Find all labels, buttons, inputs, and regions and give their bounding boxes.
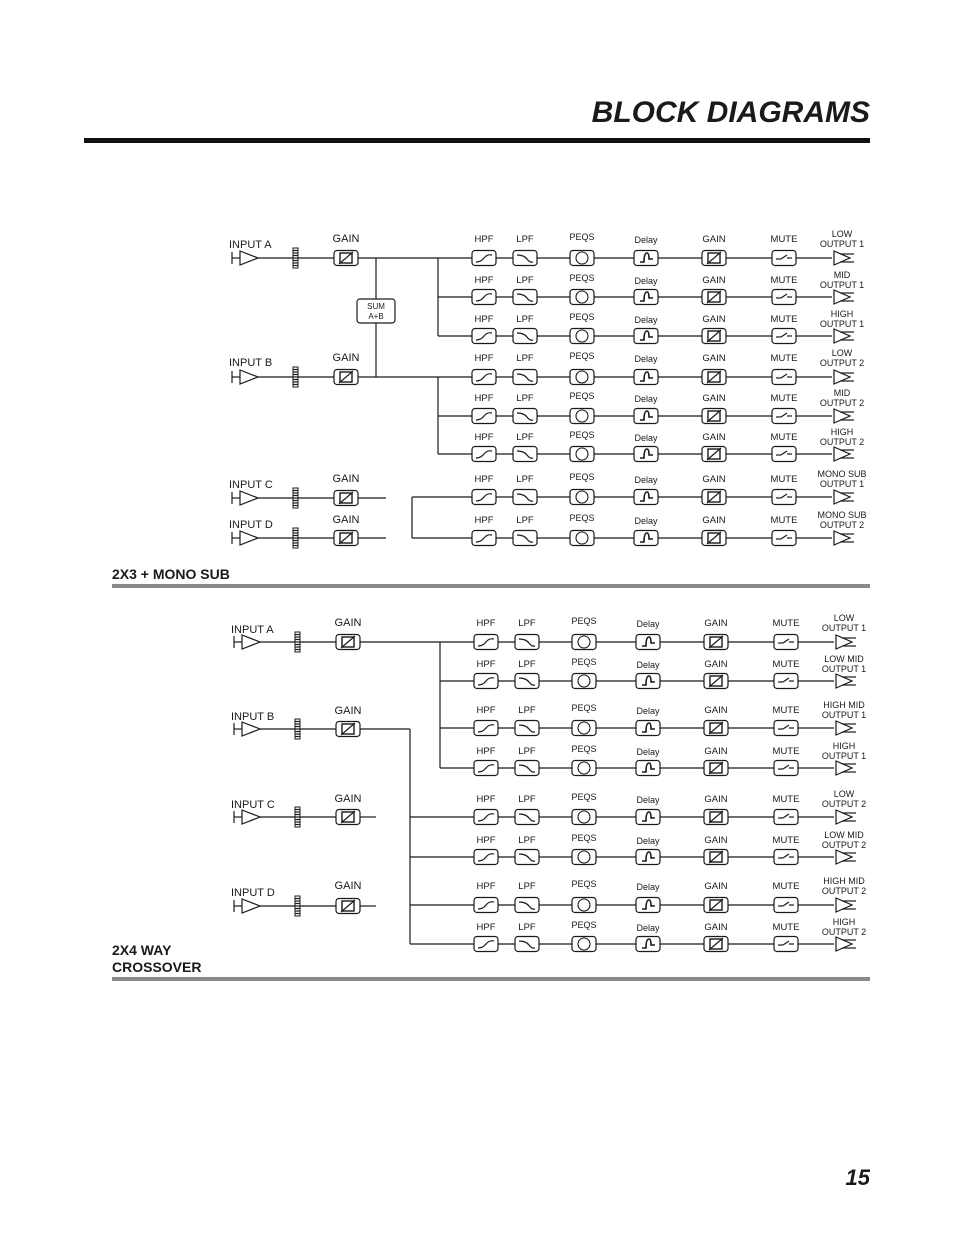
output-jack-icon <box>836 850 852 864</box>
lpf-label: LPF <box>516 234 534 245</box>
peq-block <box>572 635 596 650</box>
lpf-label: LPF <box>518 659 536 670</box>
output-label: LOW <box>831 348 853 358</box>
output-label: OUTPUT 1 <box>821 623 867 633</box>
mute-block <box>774 937 798 952</box>
gain-label: GAIN <box>704 922 728 933</box>
mute-block <box>774 721 798 736</box>
input-gain-label: GAIN <box>334 705 362 717</box>
hpf-label: HPF <box>474 474 494 485</box>
output-label: OUTPUT 2 <box>821 840 867 850</box>
section-label-line-2: CROSSOVER <box>112 959 202 975</box>
mute-block <box>772 490 796 505</box>
output-jack-icon <box>834 290 850 304</box>
output-jack-icon <box>834 490 850 504</box>
output-jack-icon <box>834 329 850 343</box>
output-label: MID <box>833 270 851 280</box>
hpf-label: HPF <box>474 234 494 245</box>
lpf-label: LPF <box>518 794 536 805</box>
output-label: OUTPUT 2 <box>821 886 867 896</box>
delay-label: Delay <box>636 706 660 716</box>
peqs-label: PEQS <box>571 657 597 667</box>
mute-label: MUTE <box>772 618 800 629</box>
peq-block <box>572 810 596 825</box>
lpf-block <box>515 721 539 736</box>
lpf-block <box>513 490 537 505</box>
mute-label: MUTE <box>772 922 800 933</box>
output-label: MONO SUB <box>817 469 867 479</box>
lpf-block <box>513 290 537 305</box>
mute-block <box>774 850 798 865</box>
lpf-block <box>513 370 537 385</box>
peq-block <box>570 447 594 462</box>
lpf-label: LPF <box>516 393 534 404</box>
input-jack-icon <box>240 531 258 545</box>
peq-block <box>570 290 594 305</box>
mute-block <box>772 531 796 546</box>
input-jack-icon <box>240 251 258 265</box>
section-label-2x4-way-crossover <box>112 942 201 976</box>
hpf-label: HPF <box>476 746 496 757</box>
delay-label: Delay <box>634 315 658 325</box>
lpf-label: LPF <box>518 922 536 933</box>
peqs-label: PEQS <box>569 472 595 482</box>
hpf-label: HPF <box>474 353 494 364</box>
mute-label: MUTE <box>772 881 800 892</box>
mute-block <box>772 409 796 424</box>
peqs-label: PEQS <box>569 273 595 283</box>
delay-label: Delay <box>636 836 660 846</box>
delay-label: Delay <box>634 516 658 526</box>
peqs-label: PEQS <box>569 513 595 523</box>
input-gain-label: GAIN <box>334 793 362 805</box>
peq-block <box>572 937 596 952</box>
hpf-label: HPF <box>476 659 496 670</box>
output-label: OUTPUT 1 <box>819 239 865 249</box>
output-label: MID <box>833 388 851 398</box>
gain-label: GAIN <box>702 393 726 404</box>
mute-label: MUTE <box>770 314 798 325</box>
mute-block <box>772 370 796 385</box>
mute-label: MUTE <box>770 432 798 443</box>
lpf-block <box>515 761 539 776</box>
lpf-label: LPF <box>518 881 536 892</box>
hpf-label: HPF <box>474 393 494 404</box>
gain-label: GAIN <box>702 234 726 245</box>
mute-block <box>772 290 796 305</box>
gain-label: GAIN <box>702 474 726 485</box>
hpf-label: HPF <box>474 275 494 286</box>
hpf-label: HPF <box>476 618 496 629</box>
input-jack-icon <box>240 370 258 384</box>
lpf-label: LPF <box>516 432 534 443</box>
output-label: LOW <box>833 613 855 623</box>
delay-label: Delay <box>636 619 660 629</box>
delay-label: Delay <box>636 660 660 670</box>
output-label: LOW <box>833 789 855 799</box>
input-jack-icon <box>242 722 260 736</box>
input-gain-label: GAIN <box>334 617 362 629</box>
peqs-label: PEQS <box>571 792 597 802</box>
lpf-label: LPF <box>516 353 534 364</box>
peqs-label: PEQS <box>571 833 597 843</box>
input-label: INPUT B <box>229 357 273 369</box>
output-label: OUTPUT 1 <box>821 751 867 761</box>
mute-block <box>772 329 796 344</box>
mute-label: MUTE <box>772 659 800 670</box>
gain-label: GAIN <box>704 881 728 892</box>
mute-label: MUTE <box>770 474 798 485</box>
output-label: OUTPUT 1 <box>821 664 867 674</box>
page-title: BLOCK DIAGRAMS <box>591 96 870 129</box>
peq-block <box>572 721 596 736</box>
peq-block <box>572 674 596 689</box>
output-jack-icon <box>836 810 852 824</box>
peqs-label: PEQS <box>569 312 595 322</box>
output-jack-icon <box>834 531 850 545</box>
input-jack-icon <box>242 810 260 824</box>
peqs-label: PEQS <box>569 391 595 401</box>
lpf-label: LPF <box>518 618 536 629</box>
output-label: HIGH <box>832 917 856 927</box>
hpf-label: HPF <box>474 314 494 325</box>
mute-label: MUTE <box>772 746 800 757</box>
mute-label: MUTE <box>770 234 798 245</box>
gain-label: GAIN <box>704 746 728 757</box>
peqs-label: PEQS <box>571 744 597 754</box>
input-label: INPUT C <box>229 479 273 491</box>
mute-label: MUTE <box>772 835 800 846</box>
input-label: INPUT D <box>231 887 275 899</box>
output-jack-icon <box>836 674 852 688</box>
output-label: OUTPUT 2 <box>819 358 865 368</box>
peq-block <box>572 898 596 913</box>
input-gain-label: GAIN <box>334 880 362 892</box>
mute-block <box>772 251 796 266</box>
output-label: HIGH MID <box>823 700 865 710</box>
delay-label: Delay <box>636 747 660 757</box>
mute-block <box>774 898 798 913</box>
output-jack-icon <box>834 251 850 265</box>
mute-block <box>774 635 798 650</box>
gain-label: GAIN <box>704 794 728 805</box>
peqs-label: PEQS <box>571 616 597 626</box>
output-jack-icon <box>836 761 852 775</box>
mute-label: MUTE <box>770 393 798 404</box>
delay-label: Delay <box>636 923 660 933</box>
hpf-label: HPF <box>476 835 496 846</box>
mute-block <box>774 674 798 689</box>
gain-label: GAIN <box>702 314 726 325</box>
lpf-label: LPF <box>516 275 534 286</box>
input-gain-label: GAIN <box>332 352 360 364</box>
peq-block <box>570 370 594 385</box>
output-label: LOW <box>831 229 853 239</box>
input-label: INPUT A <box>231 624 274 636</box>
peqs-label: PEQS <box>571 879 597 889</box>
lpf-block <box>515 898 539 913</box>
hpf-label: HPF <box>476 881 496 892</box>
input-jack-icon <box>240 491 258 505</box>
section-label-line-1: 2X4 WAY <box>112 942 172 958</box>
sum-label: SUM <box>367 302 385 311</box>
hpf-label: HPF <box>476 794 496 805</box>
input-label: INPUT B <box>231 711 275 723</box>
output-label: OUTPUT 2 <box>819 398 865 408</box>
peq-block <box>572 761 596 776</box>
input-jack-icon <box>242 635 260 649</box>
delay-label: Delay <box>634 276 658 286</box>
gain-label: GAIN <box>704 618 728 629</box>
lpf-block <box>515 635 539 650</box>
input-label: INPUT C <box>231 799 275 811</box>
input-gain-label: GAIN <box>332 514 360 526</box>
mute-label: MUTE <box>770 515 798 526</box>
peq-block <box>572 850 596 865</box>
mute-block <box>774 761 798 776</box>
output-label: OUTPUT 2 <box>819 437 865 447</box>
lpf-label: LPF <box>518 835 536 846</box>
delay-label: Delay <box>636 882 660 892</box>
output-jack-icon <box>836 721 852 735</box>
gain-label: GAIN <box>702 515 726 526</box>
output-label: MONO SUB <box>817 510 867 520</box>
input-gain-label: GAIN <box>332 473 360 485</box>
lpf-block <box>513 531 537 546</box>
peq-block <box>570 329 594 344</box>
mute-label: MUTE <box>772 705 800 716</box>
delay-label: Delay <box>636 795 660 805</box>
mute-label: MUTE <box>770 353 798 364</box>
output-label: OUTPUT 2 <box>821 799 867 809</box>
output-jack-icon <box>834 447 850 461</box>
hpf-label: HPF <box>474 515 494 526</box>
lpf-block <box>515 937 539 952</box>
output-jack-icon <box>836 635 852 649</box>
lpf-label: LPF <box>516 314 534 325</box>
output-jack-icon <box>836 937 852 951</box>
peq-block <box>570 409 594 424</box>
delay-label: Delay <box>634 475 658 485</box>
output-label: HIGH <box>830 427 854 437</box>
section-label-2x3-mono-sub: 2X3 + MONO SUB <box>112 566 230 582</box>
page-number: 15 <box>845 1165 870 1190</box>
lpf-block <box>513 329 537 344</box>
output-label: LOW MID <box>824 654 864 664</box>
output-label: OUTPUT 1 <box>819 280 865 290</box>
output-label: OUTPUT 2 <box>821 927 867 937</box>
peqs-label: PEQS <box>571 920 597 930</box>
mute-block <box>774 810 798 825</box>
lpf-block <box>515 810 539 825</box>
hpf-label: HPF <box>476 922 496 933</box>
delay-label: Delay <box>634 354 658 364</box>
output-jack-icon <box>834 370 850 384</box>
delay-label: Delay <box>634 433 658 443</box>
gain-label: GAIN <box>704 835 728 846</box>
peqs-label: PEQS <box>569 351 595 361</box>
mute-block <box>772 447 796 462</box>
lpf-label: LPF <box>518 746 536 757</box>
output-label: HIGH <box>830 309 854 319</box>
gain-label: GAIN <box>704 659 728 670</box>
delay-label: Delay <box>634 235 658 245</box>
output-label: HIGH <box>832 741 856 751</box>
peqs-label: PEQS <box>571 703 597 713</box>
section-rule-2 <box>112 977 870 981</box>
mute-label: MUTE <box>770 275 798 286</box>
peq-block <box>570 531 594 546</box>
peqs-label: PEQS <box>569 430 595 440</box>
lpf-block <box>515 674 539 689</box>
lpf-label: LPF <box>516 515 534 526</box>
section-rule-1 <box>112 584 870 588</box>
output-jack-icon <box>836 898 852 912</box>
hpf-label: HPF <box>474 432 494 443</box>
sum-label: A+B <box>368 312 384 321</box>
lpf-block <box>513 409 537 424</box>
input-jack-icon <box>242 899 260 913</box>
gain-label: GAIN <box>704 705 728 716</box>
output-jack-icon <box>834 409 850 423</box>
delay-label: Delay <box>634 394 658 404</box>
lpf-label: LPF <box>516 474 534 485</box>
peq-block <box>570 490 594 505</box>
input-label: INPUT A <box>229 239 272 251</box>
output-label: OUTPUT 1 <box>821 710 867 720</box>
output-label: OUTPUT 1 <box>819 319 865 329</box>
input-label: INPUT D <box>229 519 273 531</box>
lpf-block <box>513 251 537 266</box>
output-label: OUTPUT 1 <box>819 479 865 489</box>
input-gain-label: GAIN <box>332 233 360 245</box>
gain-label: GAIN <box>702 353 726 364</box>
hpf-label: HPF <box>476 705 496 716</box>
output-label: OUTPUT 2 <box>819 520 865 530</box>
output-label: LOW MID <box>824 830 864 840</box>
peq-block <box>570 251 594 266</box>
gain-label: GAIN <box>702 432 726 443</box>
gain-label: GAIN <box>702 275 726 286</box>
mute-label: MUTE <box>772 794 800 805</box>
lpf-block <box>515 850 539 865</box>
lpf-block <box>513 447 537 462</box>
output-label: HIGH MID <box>823 876 865 886</box>
peqs-label: PEQS <box>569 232 595 242</box>
lpf-label: LPF <box>518 705 536 716</box>
